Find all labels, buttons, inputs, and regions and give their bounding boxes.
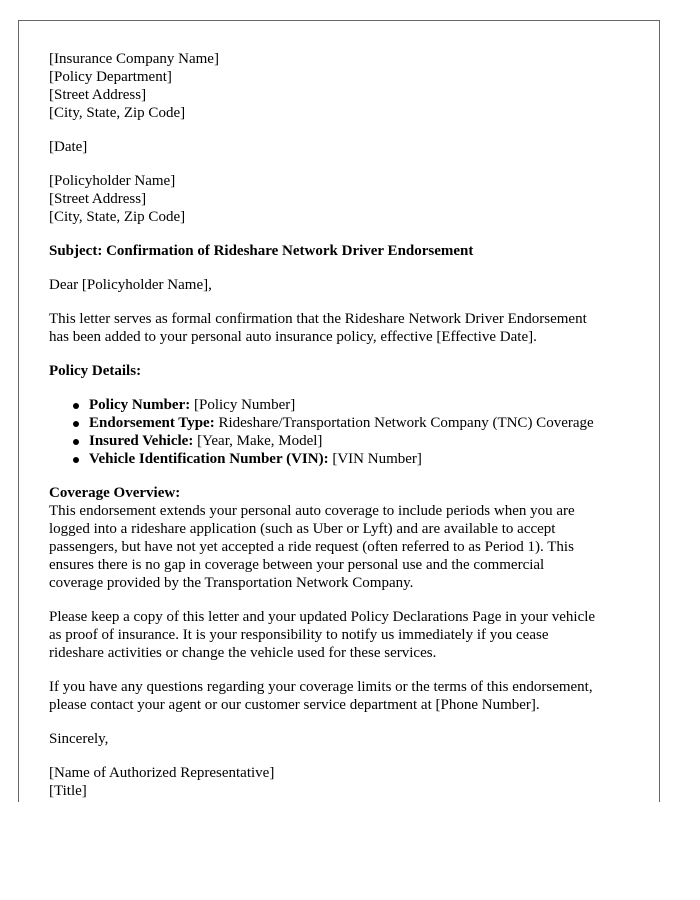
policy-details-heading bbox=[49, 362, 639, 380]
letter-content bbox=[49, 50, 639, 800]
sender-department: [Policy Department] bbox=[49, 69, 172, 85]
detail-value: [VIN Number] bbox=[328, 451, 422, 467]
intro-line: has been added to your personal auto insurance policy, effective [Effective Date]. bbox=[49, 329, 537, 345]
spacer bbox=[49, 294, 639, 310]
list-item bbox=[89, 396, 639, 414]
sender-address bbox=[49, 50, 639, 122]
subject-text: Subject: Confirmation of Rideshare Network Driver Endorsement bbox=[49, 243, 474, 259]
coverage-line: coverage provided by the Transportation Network Company. bbox=[49, 575, 414, 591]
keep-copy-line: as proof of insurance. It is your responsibility to notify us immediately if you cease bbox=[49, 627, 549, 643]
intro-paragraph bbox=[49, 310, 639, 346]
list-item bbox=[89, 432, 639, 450]
spacer bbox=[49, 714, 639, 730]
spacer bbox=[49, 468, 639, 484]
coverage-overview bbox=[49, 484, 639, 592]
recipient-city: [City, State, Zip Code] bbox=[49, 209, 186, 225]
keep-copy-paragraph bbox=[49, 608, 639, 662]
detail-value: Rideshare/Transportation Network Company (TNC) Coverage bbox=[214, 415, 594, 431]
questions-paragraph bbox=[49, 678, 639, 714]
coverage-line: passengers, but have not yet accepted a ride request (often referred to as Period 1). This bbox=[49, 539, 574, 555]
keep-copy-line: rideshare activities or change the vehicle used for these services. bbox=[49, 645, 437, 661]
bullet-icon bbox=[73, 403, 79, 409]
coverage-line: ensures there is no gap in coverage between your personal use and the commercial bbox=[49, 557, 545, 573]
spacer bbox=[49, 662, 639, 678]
spacer bbox=[49, 156, 639, 172]
questions-line: If you have any questions regarding your coverage limits or the terms of this endorsement, bbox=[49, 679, 593, 695]
sender-company: [Insurance Company Name] bbox=[49, 51, 219, 67]
list-item bbox=[89, 414, 639, 432]
spacer bbox=[49, 346, 639, 362]
detail-label: Vehicle Identification Number (VIN): bbox=[89, 451, 329, 467]
spacer bbox=[49, 226, 639, 242]
signature-name: [Name of Authorized Representative] bbox=[49, 765, 275, 781]
spacer bbox=[49, 592, 639, 608]
sender-city: [City, State, Zip Code] bbox=[49, 105, 186, 121]
letter-page bbox=[18, 20, 660, 802]
signature-title: [Title] bbox=[49, 783, 87, 799]
detail-label: Insured Vehicle: bbox=[89, 433, 194, 449]
policy-details-list bbox=[49, 396, 639, 468]
bullet-icon bbox=[73, 421, 79, 427]
signature-block bbox=[49, 764, 639, 800]
bullet-icon bbox=[73, 439, 79, 445]
spacer bbox=[49, 380, 639, 396]
date-text: [Date] bbox=[49, 139, 88, 155]
detail-value: [Year, Make, Model] bbox=[193, 433, 323, 449]
coverage-line: logged into a rideshare application (such as Uber or Lyft) and are available to accept bbox=[49, 521, 556, 537]
salutation bbox=[49, 276, 639, 294]
spacer bbox=[49, 260, 639, 276]
intro-line: This letter serves as formal confirmation that the Rideshare Network Driver Endorsement bbox=[49, 311, 587, 327]
detail-label: Policy Number: bbox=[89, 397, 191, 413]
spacer bbox=[49, 748, 639, 764]
detail-label: Endorsement Type: bbox=[89, 415, 215, 431]
keep-copy-line: Please keep a copy of this letter and your updated Policy Declarations Page in your vehicle bbox=[49, 609, 596, 625]
closing bbox=[49, 730, 639, 748]
recipient-address bbox=[49, 172, 639, 226]
salutation-text: Dear [Policyholder Name], bbox=[49, 277, 212, 293]
recipient-street: [Street Address] bbox=[49, 191, 147, 207]
questions-line: please contact your agent or our customer service department at [Phone Number]. bbox=[49, 697, 540, 713]
spacer bbox=[49, 122, 639, 138]
recipient-name: [Policyholder Name] bbox=[49, 173, 176, 189]
letter-date bbox=[49, 138, 639, 156]
sender-street: [Street Address] bbox=[49, 87, 147, 103]
coverage-line: This endorsement extends your personal auto coverage to include periods when you are bbox=[49, 503, 575, 519]
policy-details-heading-text: Policy Details: bbox=[49, 363, 142, 379]
bullet-icon bbox=[73, 457, 79, 463]
list-item bbox=[89, 450, 639, 468]
detail-value: [Policy Number] bbox=[190, 397, 296, 413]
closing-text: Sincerely, bbox=[49, 731, 109, 747]
coverage-heading: Coverage Overview: bbox=[49, 485, 181, 501]
subject-line bbox=[49, 242, 639, 260]
